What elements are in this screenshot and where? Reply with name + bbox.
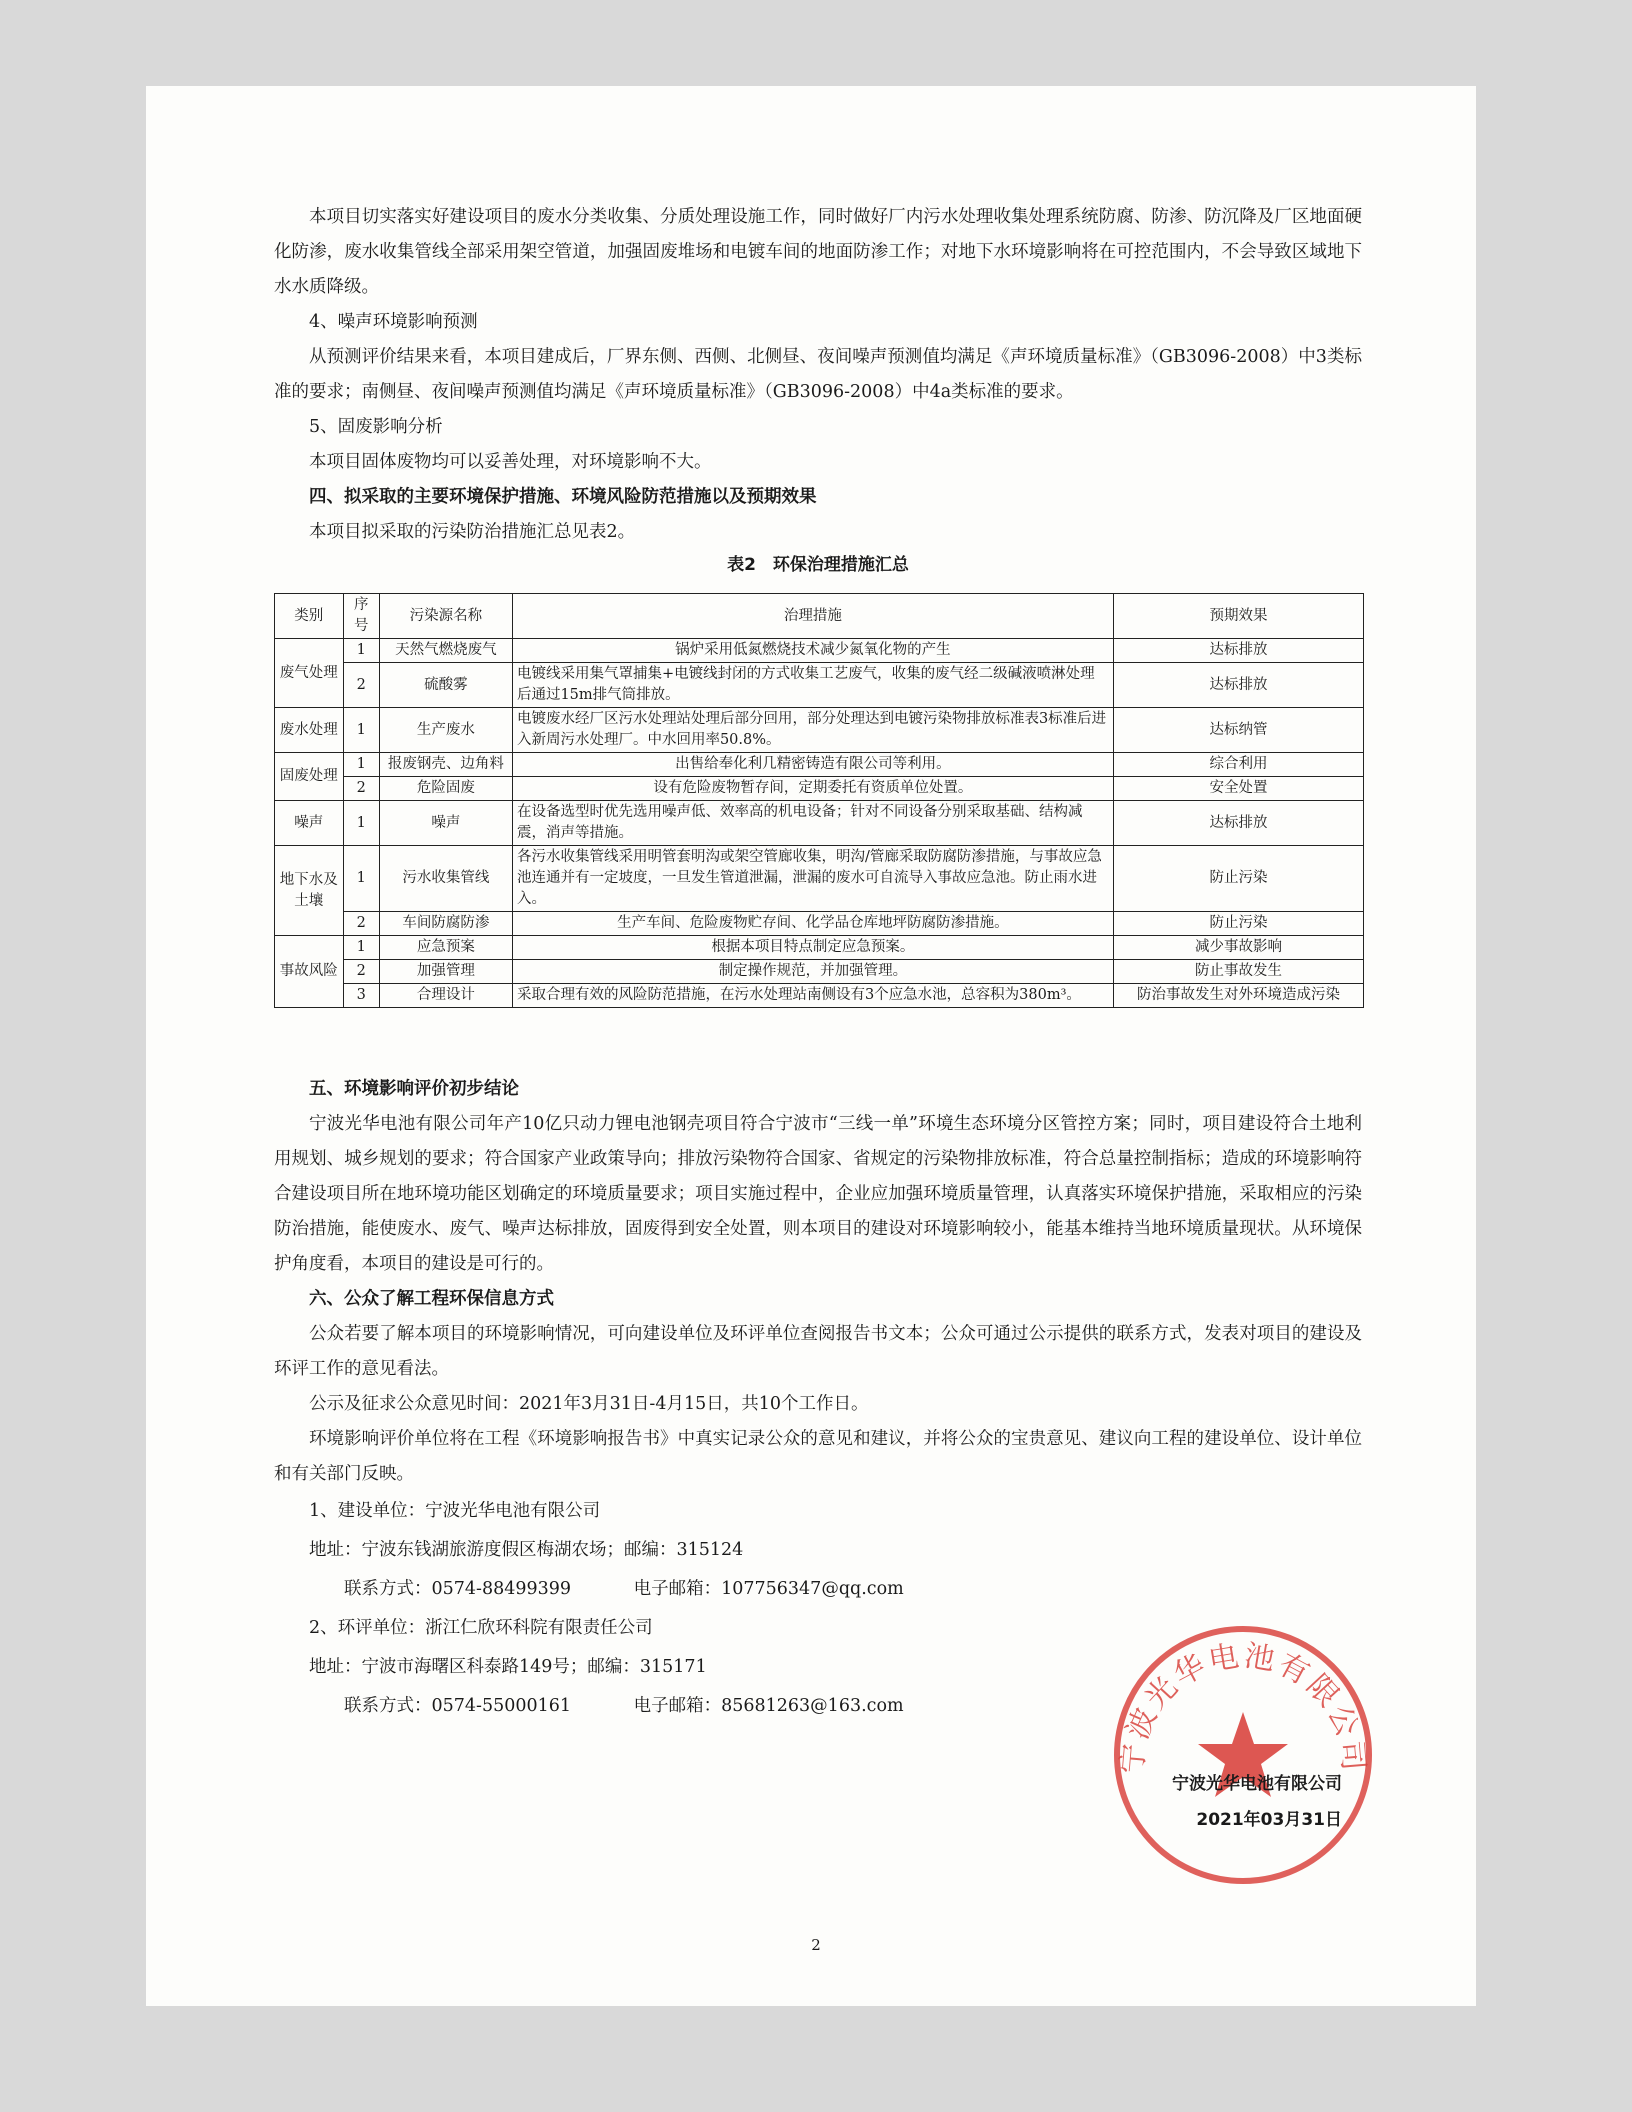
effect-cell: 达标纳管	[1113, 708, 1363, 753]
table-header: 类别	[275, 594, 344, 639]
source-cell: 车间防腐防渗	[379, 912, 512, 936]
row-number: 1	[343, 753, 379, 777]
effect-cell: 防治事故发生对外环境造成污染	[1113, 984, 1363, 1008]
source-cell: 污水收集管线	[379, 846, 512, 912]
eval-email: 电子邮箱：85681263@163.com	[633, 1696, 904, 1716]
category-cell: 废水处理	[275, 708, 344, 753]
measure-cell: 电镀线采用集气罩捕集+电镀线封闭的方式收集工艺废气，收集的废气经二级碱液喷淋处理后通过15m排气筒排放。	[512, 663, 1113, 708]
signature-company: 宁波光华电池有限公司	[1172, 1774, 1342, 1794]
signature-date: 2021年03月31日	[1196, 1810, 1342, 1830]
category-cell: 废气处理	[275, 639, 344, 708]
row-number: 2	[343, 777, 379, 801]
table-row	[275, 753, 1364, 777]
paragraph-feedback: 环境影响评价单位将在工程《环境影响报告书》中真实记录公众的意见和建议，并将公众的宝贵意见、建议向工程的建设单位、设计单位和有关部门反映。	[274, 1429, 1362, 1484]
row-number: 1	[343, 708, 379, 753]
source-cell: 危险固废	[379, 777, 512, 801]
table-header: 治理措施	[512, 594, 1113, 639]
measures-table	[274, 593, 1364, 1008]
paragraph-table-ref: 本项目拟采取的污染防治措施汇总见表2。	[309, 522, 636, 542]
source-cell: 报废钢壳、边角料	[379, 753, 512, 777]
section-6-heading: 六、公众了解工程环保信息方式	[309, 1289, 554, 1309]
measure-cell: 设有危险废物暂存间，定期委托有资质单位处置。	[512, 777, 1113, 801]
measure-cell: 出售给奉化利几精密铸造有限公司等利用。	[512, 753, 1113, 777]
source-cell: 加强管理	[379, 960, 512, 984]
row-number: 2	[343, 663, 379, 708]
measure-cell: 锅炉采用低氮燃烧技术减少氮氧化物的产生	[512, 639, 1113, 663]
effect-cell: 安全处置	[1113, 777, 1363, 801]
builder-email: 电子邮箱：107756347@qq.com	[633, 1579, 904, 1599]
table-row	[275, 639, 1364, 663]
table-header-row	[275, 594, 1364, 639]
table-row	[275, 912, 1364, 936]
effect-cell: 防止事故发生	[1113, 960, 1363, 984]
builder-unit: 1、建设单位：宁波光华电池有限公司	[309, 1501, 601, 1521]
source-cell: 生产废水	[379, 708, 512, 753]
table-row	[275, 960, 1364, 984]
table-header: 序号	[343, 594, 379, 639]
effect-cell: 防止污染	[1113, 912, 1363, 936]
source-cell: 天然气燃烧废气	[379, 639, 512, 663]
row-number: 1	[343, 639, 379, 663]
heading-solid-waste: 5、固废影响分析	[309, 417, 443, 437]
source-cell: 噪声	[379, 801, 512, 846]
category-cell: 固废处理	[275, 753, 344, 801]
seal-text: 宁波光华电池有限公司	[1115, 1638, 1371, 1776]
effect-cell: 减少事故影响	[1113, 936, 1363, 960]
paragraph-solid-waste: 本项目固体废物均可以妥善处理，对环境影响不大。	[309, 452, 712, 472]
section-5-heading: 五、环境影响评价初步结论	[309, 1079, 519, 1099]
paragraph-public-info: 公众若要了解本项目的环境影响情况，可向建设单位及环评单位查阅报告书文本；公众可通过公示提供的联系方式，发表对项目的建设及环评工作的意见看法。	[274, 1324, 1362, 1379]
measure-cell: 制定操作规范，并加强管理。	[512, 960, 1113, 984]
source-cell: 合理设计	[379, 984, 512, 1008]
effect-cell: 达标排放	[1113, 639, 1363, 663]
effect-cell: 防止污染	[1113, 846, 1363, 912]
measure-cell: 各污水收集管线采用明管套明沟或架空管廊收集，明沟/管廊采取防腐防渗措施，与事故应急池连通并有一定坡度，一旦发生管道泄漏，泄漏的废水可自流导入事故应急池。防止雨水进入。	[512, 846, 1113, 912]
table-row	[275, 708, 1364, 753]
paragraph-noise: 从预测评价结果来看，本项目建成后，厂界东侧、西侧、北侧昼、夜间噪声预测值均满足《声环境质量标准》（GB3096-2008）中3类标准的要求；南侧昼、夜间噪声预测值均满足《声环境质量标准》（GB3096-2008）中4a类标准的要求。	[274, 347, 1362, 402]
source-cell: 应急预案	[379, 936, 512, 960]
row-number: 1	[343, 846, 379, 912]
category-cell: 地下水及土壤	[275, 846, 344, 936]
row-number: 1	[343, 936, 379, 960]
table-header: 污染源名称	[379, 594, 512, 639]
builder-phone: 联系方式：0574-88499399	[344, 1579, 572, 1599]
effect-cell: 综合利用	[1113, 753, 1363, 777]
row-number: 1	[343, 801, 379, 846]
signature-block	[1172, 1766, 1342, 1838]
table-caption: 表2 环保治理措施汇总	[727, 555, 909, 575]
effect-cell: 达标排放	[1113, 801, 1363, 846]
table-row	[275, 936, 1364, 960]
measure-cell: 生产车间、危险废物贮存间、化学品仓库地坪防腐防渗措施。	[512, 912, 1113, 936]
measure-cell: 在设备选型时优先选用噪声低、效率高的机电设备；针对不同设备分别采取基础、结构减震，消声等措施。	[512, 801, 1113, 846]
heading-noise: 4、噪声环境影响预测	[309, 312, 478, 332]
section-4-heading: 四、拟采取的主要环境保护措施、环境风险防范措施以及预期效果	[309, 487, 817, 507]
category-cell: 事故风险	[275, 936, 344, 1008]
table-row	[275, 984, 1364, 1008]
table-header: 预期效果	[1113, 594, 1363, 639]
row-number: 2	[343, 912, 379, 936]
table-row	[275, 846, 1364, 912]
eval-phone: 联系方式：0574-55000161	[344, 1696, 572, 1716]
measure-cell: 电镀废水经厂区污水处理站处理后部分回用，部分处理达到电镀污染物排放标准表3标准后进入新周污水处理厂。中水回用率50.8%。	[512, 708, 1113, 753]
builder-contact-line	[274, 1570, 1362, 1609]
measure-cell: 采取合理有效的风险防范措施，在污水处理站南侧设有3个应急水池，总容积为380m³。	[512, 984, 1113, 1008]
company-seal-stamp	[1108, 1620, 1378, 1890]
effect-cell: 达标排放	[1113, 663, 1363, 708]
table-row	[275, 777, 1364, 801]
table-row	[275, 801, 1364, 846]
page-number: 2	[811, 1936, 821, 1954]
paragraph-groundwater: 本项目切实落实好建设项目的废水分类收集、分质处理设施工作，同时做好厂内污水处理收集处理系统防腐、防渗、防沉降及厂区地面硬化防渗，废水收集管线全部采用架空管道，加强固废堆场和电镀车间的地面防渗工作；对地下水环境影响将在可控范围内，不会导致区域地下水水质降级。	[274, 207, 1362, 297]
builder-address: 地址：宁波东钱湖旅游度假区梅湖农场；邮编：315124	[309, 1540, 744, 1560]
paragraph-conclusion: 宁波光华电池有限公司年产10亿只动力锂电池钢壳项目符合宁波市“三线一单”环境生态环境分区管控方案；同时，项目建设符合土地利用规划、城乡规划的要求；符合国家产业政策导向；排放污染物符合国家、省规定的污染物排放标准，符合总量控制指标；造成的环境影响符合建设项目所在地环境功能区划确定的环境质量要求；项目实施过程中，企业应加强环境质量管理，认真落实环境保护措施，采取相应的污染防治措施，能使废水、废气、噪声达标排放，固废得到安全处置，则本项目的建设对环境影响较小，能基本维持当地环境质量现状。从环境保护角度看，本项目的建设是可行的。	[274, 1114, 1362, 1274]
source-cell: 硫酸雾	[379, 663, 512, 708]
paragraph-notice-period: 公示及征求公众意见时间：2021年3月31日-4月15日，共10个工作日。	[309, 1394, 869, 1414]
row-number: 3	[343, 984, 379, 1008]
measure-cell: 根据本项目特点制定应急预案。	[512, 936, 1113, 960]
table-row	[275, 663, 1364, 708]
eval-unit: 2、环评单位：浙江仁欣环科院有限责任公司	[309, 1618, 653, 1638]
row-number: 2	[343, 960, 379, 984]
category-cell: 噪声	[275, 801, 344, 846]
document-body	[274, 200, 1362, 578]
eval-address: 地址：宁波市海曙区科泰路149号；邮编：315171	[309, 1657, 707, 1677]
